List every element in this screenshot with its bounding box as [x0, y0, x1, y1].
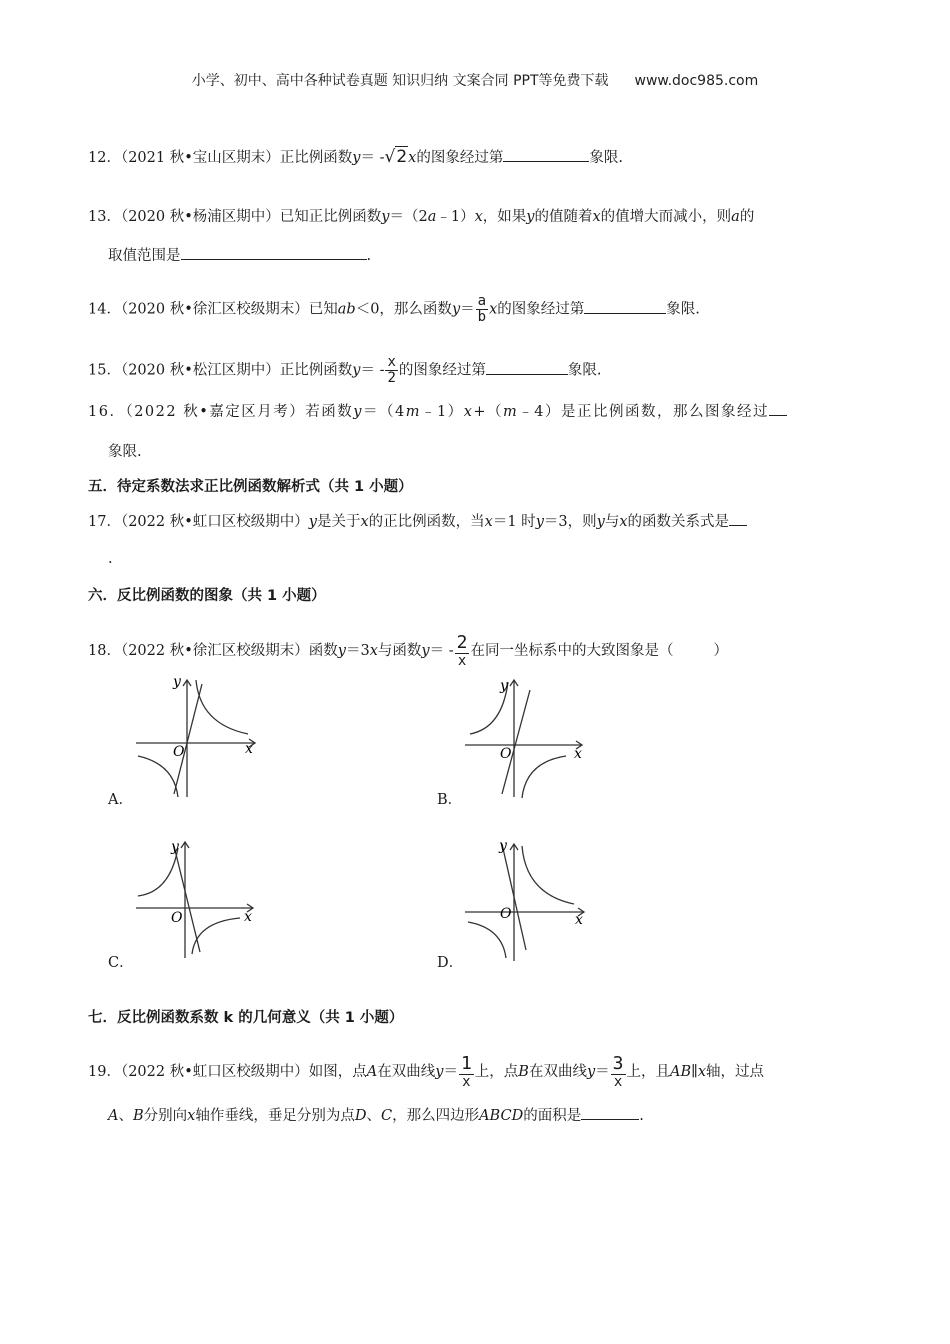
question-18: 18．（2022 秋•徐汇区校级期末）函数y＝3x与函数y＝ - $\frac{2}{x}$ 在同一坐标系中的大致图象是（ ） [88, 632, 728, 669]
question-17-line2: . [108, 551, 113, 567]
x-label: x [244, 909, 252, 925]
question-19-line2: A、B分别向x轴作垂线，垂足分别为点D、C，那么四边形ABCD的面积是 . [108, 1105, 644, 1126]
header-url[interactable]: www.doc985.com [634, 73, 759, 89]
linear-function-line [502, 690, 530, 794]
question-14: 14．（2020 秋•徐汇区校级期末）已知ab＜0，那么函数y＝ $\frac{a}{b}$ x的图象经过第 象限. [88, 293, 700, 325]
option-d-label[interactable]: D． [437, 955, 464, 971]
graph-option-a[interactable] [130, 672, 265, 802]
question-13-line2: 取值范围是 . [108, 245, 371, 266]
graph-option-c[interactable] [130, 836, 265, 966]
question-19: 19．（2022 秋•虹口区校级期中）如图，点A在双曲线y＝ $\frac{1}{x}$ 上，点B在双曲线y＝ $\frac{3}{x}$ 上，且AB∥x轴，过点 [88, 1053, 765, 1090]
y-label: y [500, 678, 508, 694]
hyperbola-branch-q3 [138, 756, 178, 797]
page-header [0, 70, 950, 90]
hyperbola-branch-q3 [468, 922, 506, 958]
y-label: y [499, 838, 507, 854]
origin-label: O [500, 746, 512, 762]
option-a-label[interactable]: A． [108, 792, 133, 808]
question-16-line2: 象限. [108, 444, 142, 460]
answer-blank-17[interactable] [729, 511, 747, 526]
origin-label: O [173, 744, 185, 760]
fraction-a-over-b: $\frac{a}{b}$ [477, 293, 487, 325]
graph-option-d[interactable] [462, 836, 597, 966]
question-16: 16．（2022 秋•嘉定区月考）若函数y＝（4m﹣1）x+（m﹣4）是正比例函数，那么图象经过 [88, 401, 787, 422]
origin-label: O [171, 910, 183, 926]
graph-option-b[interactable] [462, 672, 597, 802]
option-c-label[interactable]: C． [108, 955, 134, 971]
option-b-label[interactable]: B． [437, 792, 463, 808]
answer-blank-14[interactable] [584, 299, 666, 314]
hyperbola-branch-q1 [522, 846, 574, 904]
x-label: x [575, 912, 583, 928]
question-12: 12．（2021 秋•宝山区期末）正比例函数y＝ -√2x的图象经过第 象限. [88, 147, 623, 167]
sqrt-expression: √2 [384, 147, 408, 167]
fraction-1-over-x: $\frac{1}{x}$ [460, 1053, 472, 1090]
fraction-3-over-x: $\frac{3}{x}$ [612, 1053, 624, 1090]
x-label: x [245, 741, 253, 757]
answer-blank-16[interactable] [769, 401, 787, 416]
answer-blank-13[interactable] [181, 245, 367, 260]
hyperbola-branch-q1 [196, 680, 248, 734]
y-label: y [173, 674, 181, 690]
answer-blank-15[interactable] [486, 360, 568, 375]
answer-blank-12[interactable] [503, 147, 589, 162]
y-label: y [171, 839, 179, 855]
answer-blank-19[interactable] [581, 1105, 639, 1120]
header-title: 小学、初中、高中各种试卷真题 知识归纳 文案合同 PPT等免费下载 [191, 73, 609, 89]
linear-function-line [174, 684, 202, 794]
linear-function-line [174, 846, 200, 952]
question-13: 13．（2020 秋•杨浦区期中）已知正比例函数y＝（2a﹣1）x，如果y的值随着x的值增大而减小，则a的 [88, 209, 755, 225]
hyperbola-branch-q4 [522, 756, 566, 798]
hyperbola-branch-q2 [138, 848, 178, 896]
section-heading-5: 五．待定系数法求正比例函数解析式（共 1 小题） [88, 479, 413, 495]
x-label: x [574, 746, 582, 762]
question-17: 17．（2022 秋•虹口区校级期中）y是关于x的正比例函数，当x＝1 时y＝3，则y与x的函数关系式是 [88, 511, 747, 532]
question-15: 15．（2020 秋•松江区期中）正比例函数y＝ - $\frac{x}{2}$ 的图象经过第 象限. [88, 354, 602, 386]
section-heading-6: 六．反比例函数的图象（共 1 小题） [88, 588, 326, 604]
origin-label: O [500, 906, 512, 922]
fraction-2-over-x: $\frac{2}{x}$ [456, 632, 468, 669]
fraction-x-over-2: $\frac{x}{2}$ [387, 354, 396, 386]
section-heading-7: 七．反比例函数系数 k 的几何意义（共 1 小题） [88, 1010, 404, 1026]
